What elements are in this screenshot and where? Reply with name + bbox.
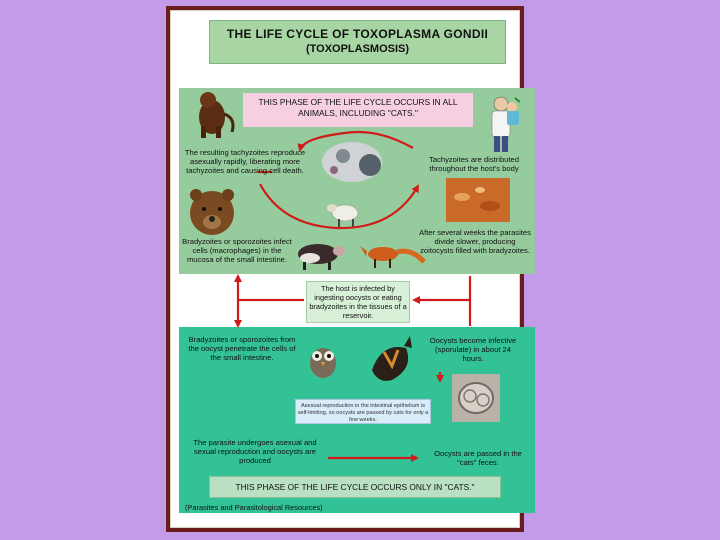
sheep-icon <box>327 204 358 227</box>
parasites-divide-text: After several weeks the parasites divide slower, producing zoitocysts filled with bradyzoites. <box>419 228 531 256</box>
bear-icon <box>190 189 234 235</box>
oocysts-passed-text: Oocysts are passed in the "cats" feces. <box>434 449 522 468</box>
oocyst-micrograph-image <box>452 374 500 422</box>
monkey-icon <box>199 92 233 138</box>
bradyzoites-penetrate-text: Bradyzoites or sporozoites from the oocyst penetrate the cells of the small intestine. <box>188 335 296 363</box>
pig-icon <box>298 244 345 270</box>
parasite-reproduction-text: The parasite undergoes asexual and sexual reproduction and oocysts are produced <box>193 438 317 466</box>
title-line-1: THE LIFE CYCLE OF TOXOPLASMA GONDII <box>226 27 489 41</box>
fox-icon <box>360 246 424 268</box>
source-credit: (Parasites and Parasitological Resources) <box>185 503 323 512</box>
host-infected-box: The host is infected by ingesting oocysts or eating bradyzoites in the tissues of a reservoir. <box>306 281 410 323</box>
cat-icon <box>372 336 412 381</box>
tachyzoites-distributed-text: Tachyzoites are distributed throughout the host's body <box>429 155 519 174</box>
infected-cells-image <box>322 142 382 182</box>
tissue-section-image <box>446 178 510 222</box>
tachyzoites-reproduce-text: The resulting tachyzoites reproduce asexually rapidly, liberating more tachyzoites and causing cell death. <box>184 148 306 176</box>
cats-only-phase-header: THIS PHASE OF THE LIFE CYCLE OCCURS ONLY IN "CATS." <box>209 476 501 498</box>
bradyzoites-infect-text: Bradyzoites or sporozoites infect cells (macrophages) in the mucosa of the small intestine. <box>182 237 292 265</box>
asexual-reproduction-note: Asexual reproduction in the intestinal epithelium is self-limiting, so oocysts are passed by cats for only a few weeks. <box>295 399 431 424</box>
oocysts-infective-text: Oocysts become infective (sporulate) in about 24 hours. <box>429 336 517 364</box>
person-with-child-icon <box>492 97 520 152</box>
all-animals-phase-header: THIS PHASE OF THE LIFE CYCLE OCCURS IN ALL ANIMALS, INCLUDING "CATS." <box>243 93 473 127</box>
owl-icon <box>310 348 336 378</box>
title-line-2: (TOXOPLASMOSIS) <box>305 43 410 55</box>
